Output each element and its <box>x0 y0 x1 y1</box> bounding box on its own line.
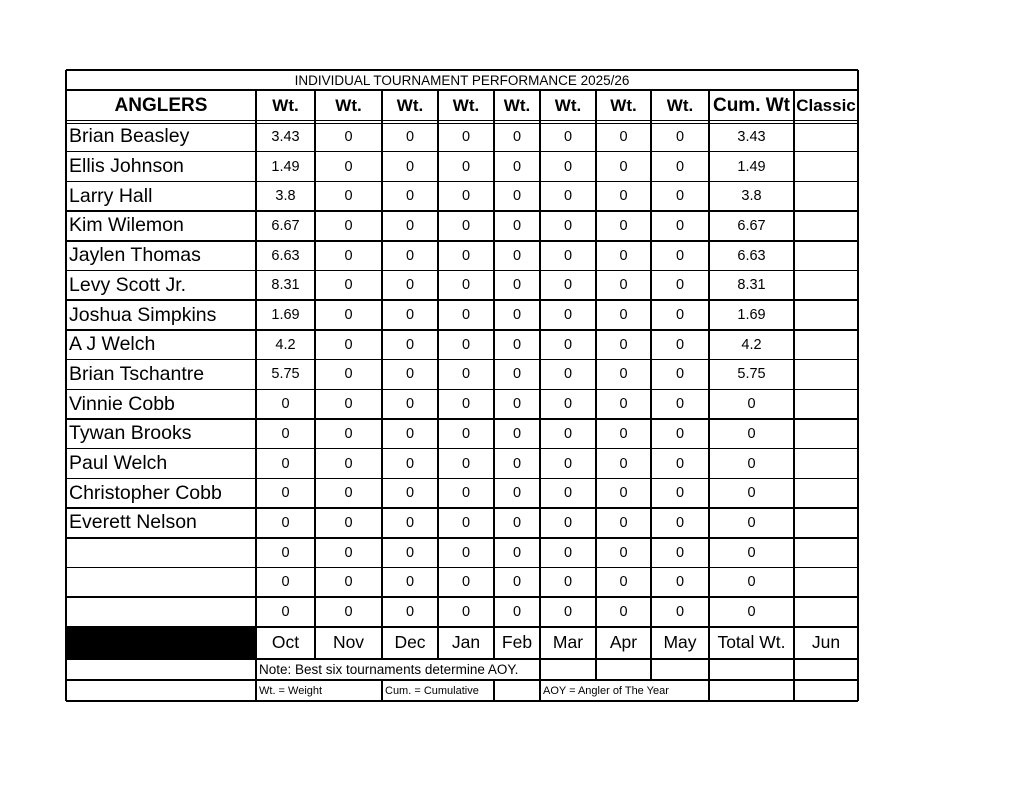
month-label: Nov <box>332 632 365 653</box>
weight-cell: 0 <box>405 336 415 353</box>
header-col-3: Wt. <box>396 96 424 115</box>
weight-cell: 3.43 <box>271 128 300 145</box>
weight-cell: 0 <box>563 544 573 561</box>
weight-cell: 4.2 <box>275 336 296 353</box>
table-border-top <box>66 69 858 71</box>
weight-cell: 0 <box>619 336 628 353</box>
weight-cell: 0 <box>675 485 685 502</box>
weight-cell: 0 <box>281 574 290 591</box>
weight-cell: 5.75 <box>737 366 766 383</box>
weight-cell: 0 <box>512 425 522 442</box>
legend-cumulative: Cum. = Cumulative <box>385 684 479 697</box>
weight-cell <box>794 271 858 301</box>
angler-name: Everett Nelson <box>69 511 197 534</box>
angler-name: Paul Welch <box>69 452 168 475</box>
row-separator <box>66 240 858 242</box>
row-separator <box>66 596 858 598</box>
weight-cell: 0 <box>563 277 573 294</box>
weight-cell: 0 <box>747 485 756 502</box>
weight-cell: 0 <box>512 188 522 205</box>
weight-cell: 0 <box>512 544 522 561</box>
weight-cell: 0 <box>344 247 353 264</box>
weight-cell: 0 <box>461 217 471 234</box>
weight-cell: 0 <box>281 455 290 472</box>
weight-cell: 0 <box>563 396 573 413</box>
header-col-8: Wt. <box>666 96 694 115</box>
weight-cell: 0 <box>675 158 685 175</box>
weight-cell: 0 <box>461 158 471 175</box>
weight-cell: 0 <box>619 485 628 502</box>
weight-cell: 0 <box>619 366 628 383</box>
weight-cell: 6.67 <box>737 217 766 234</box>
weight-cell: 1.49 <box>271 158 300 175</box>
weight-cell: 0 <box>675 514 685 531</box>
note-row-separator <box>595 659 597 680</box>
angler-name: Ellis Johnson <box>69 155 184 178</box>
weight-cell: 6.63 <box>271 247 300 264</box>
row-separator <box>66 478 858 480</box>
weight-cell <box>794 478 858 508</box>
weight-cell: 0 <box>563 217 573 234</box>
weight-cell: 8.31 <box>271 277 300 294</box>
weight-cell: 0 <box>675 217 685 234</box>
legend-row-separator <box>793 680 795 701</box>
month-label: Dec <box>394 632 426 653</box>
weight-cell: 0 <box>619 544 628 561</box>
weight-cell: 0 <box>675 307 685 324</box>
weight-cell: 0 <box>344 336 353 353</box>
weight-cell: 0 <box>512 514 522 531</box>
weight-cell: 0 <box>405 514 415 531</box>
weight-cell <box>794 300 858 330</box>
weight-cell: 0 <box>675 425 685 442</box>
weight-cell: 0 <box>747 604 756 621</box>
weight-cell: 0 <box>747 455 756 472</box>
weight-cell: 0 <box>619 247 628 264</box>
weight-cell <box>794 449 858 479</box>
weight-cell: 0 <box>512 158 522 175</box>
weight-cell: 0 <box>405 158 415 175</box>
tournament-performance-table <box>66 70 858 703</box>
weight-cell: 0 <box>512 574 522 591</box>
month-label: Feb <box>501 632 533 653</box>
header-col-6: Wt. <box>554 96 582 115</box>
weight-cell: 0 <box>675 574 685 591</box>
column-separator <box>539 90 541 659</box>
header-bottom-line <box>66 120 858 122</box>
weight-cell: 0 <box>461 247 471 264</box>
column-separator <box>793 90 795 659</box>
angler-name <box>66 568 256 598</box>
header-bottom-line-2 <box>66 123 858 124</box>
weight-cell <box>794 241 858 271</box>
weight-cell: 0 <box>344 277 353 294</box>
column-separator <box>255 90 257 659</box>
header-col-4: Wt. <box>452 96 480 115</box>
row-separator <box>66 418 858 420</box>
month-row-bottom <box>66 658 858 660</box>
weight-cell: 0 <box>281 396 290 413</box>
weight-cell: 3.43 <box>737 128 766 145</box>
weight-cell: 1.49 <box>737 158 766 175</box>
legend-row-separator <box>255 680 257 701</box>
row-separator <box>66 270 858 272</box>
row-separator <box>66 448 858 450</box>
weight-cell: 0 <box>619 455 628 472</box>
weight-cell <box>794 597 858 627</box>
weight-cell: 0 <box>405 485 415 502</box>
weight-cell: 0 <box>461 514 471 531</box>
weight-cell: 0 <box>563 188 573 205</box>
weight-cell: 0 <box>563 485 573 502</box>
weight-cell: 0 <box>281 485 290 502</box>
weight-cell: 0 <box>675 455 685 472</box>
weight-cell: 0 <box>405 128 415 145</box>
weight-cell: 1.69 <box>737 307 766 324</box>
weight-cell: 0 <box>405 455 415 472</box>
header-col-10: Classic <box>796 96 856 115</box>
weight-cell: 0 <box>747 514 756 531</box>
row-separator <box>66 210 858 212</box>
angler-name: Brian Beasley <box>69 125 190 148</box>
weight-cell: 0 <box>563 128 573 145</box>
weight-cell: 0 <box>619 396 628 413</box>
weight-cell: 0 <box>461 574 471 591</box>
note-text: Note: Best six tournaments determine AOY. <box>259 662 519 677</box>
weight-cell: 0 <box>344 604 353 621</box>
weight-cell: 0 <box>619 307 628 324</box>
note-row-separator <box>650 659 652 680</box>
angler-name: Vinnie Cobb <box>69 392 175 415</box>
legend-weight: Wt. = Weight <box>259 684 323 697</box>
black-fill-block <box>66 627 256 659</box>
header-col-5: Wt. <box>503 96 531 115</box>
weight-cell <box>794 389 858 419</box>
weight-cell: 0 <box>461 425 471 442</box>
weight-cell: 6.67 <box>271 217 300 234</box>
weight-cell: 0 <box>675 247 685 264</box>
weight-cell: 0 <box>675 366 685 383</box>
weight-cell: 0 <box>461 307 471 324</box>
column-separator <box>708 90 710 659</box>
weight-cell: 0 <box>344 544 353 561</box>
weight-cell: 0 <box>563 514 573 531</box>
weight-cell: 0 <box>675 128 685 145</box>
weight-cell: 0 <box>344 514 353 531</box>
weight-cell: 0 <box>563 425 573 442</box>
weight-cell: 0 <box>675 277 685 294</box>
weight-cell: 0 <box>461 544 471 561</box>
weight-cell: 0 <box>619 425 628 442</box>
weight-cell: 0 <box>675 544 685 561</box>
weight-cell: 0 <box>747 425 756 442</box>
weight-cell: 0 <box>344 188 353 205</box>
angler-name: A J Welch <box>69 333 156 356</box>
weight-cell: 0 <box>512 128 522 145</box>
angler-name: Brian Tschantre <box>69 362 205 385</box>
weight-cell: 0 <box>563 307 573 324</box>
weight-cell: 0 <box>281 604 290 621</box>
header-anglers: ANGLERS <box>114 95 208 116</box>
month-label: Total Wt. <box>717 632 786 653</box>
row-separator <box>66 359 858 361</box>
weight-cell: 0 <box>563 158 573 175</box>
weight-cell: 0 <box>344 217 353 234</box>
weight-cell: 0 <box>512 277 522 294</box>
weight-cell: 0 <box>344 485 353 502</box>
weight-cell: 0 <box>747 544 756 561</box>
weight-cell: 0 <box>344 425 353 442</box>
month-label: Jan <box>451 632 481 653</box>
angler-name: Joshua Simpkins <box>69 303 217 326</box>
weight-cell: 0 <box>675 336 685 353</box>
angler-name: Larry Hall <box>69 184 153 207</box>
column-separator <box>650 90 652 659</box>
weight-cell: 0 <box>675 188 685 205</box>
weight-cell: 0 <box>512 396 522 413</box>
weight-cell <box>794 211 858 241</box>
note-row-separator <box>793 659 795 680</box>
weight-cell: 0 <box>747 396 756 413</box>
angler-name <box>66 597 256 627</box>
column-separator <box>595 90 597 659</box>
weight-cell <box>794 419 858 449</box>
weight-cell: 0 <box>344 158 353 175</box>
header-col-2: Wt. <box>335 96 362 115</box>
note-row-bottom <box>66 679 858 681</box>
row-separator <box>66 389 858 391</box>
table-title: INDIVIDUAL TOURNAMENT PERFORMANCE 2025/26 <box>294 72 630 88</box>
weight-cell: 0 <box>512 247 522 264</box>
row-separator <box>66 181 858 183</box>
month-label: Jun <box>811 632 841 653</box>
weight-cell: 0 <box>563 336 573 353</box>
weight-cell: 0 <box>405 544 415 561</box>
weight-cell: 0 <box>563 366 573 383</box>
weight-cell: 0 <box>461 455 471 472</box>
weight-cell: 0 <box>461 485 471 502</box>
weight-cell: 0 <box>619 128 628 145</box>
weight-cell: 0 <box>512 485 522 502</box>
weight-cell: 0 <box>461 366 471 383</box>
weight-cell: 3.8 <box>741 188 762 205</box>
weight-cell: 0 <box>461 396 471 413</box>
weight-cell: 0 <box>619 604 628 621</box>
weight-cell: 0 <box>461 128 471 145</box>
legend-row-separator <box>493 680 495 701</box>
weight-cell: 0 <box>405 366 415 383</box>
month-label: Oct <box>271 632 300 653</box>
month-label: May <box>663 632 697 653</box>
weight-cell <box>794 360 858 390</box>
weight-cell: 0 <box>405 425 415 442</box>
weight-cell: 4.2 <box>741 336 762 353</box>
weight-cell: 0 <box>619 574 628 591</box>
column-separator <box>314 90 316 659</box>
weight-cell: 0 <box>344 396 353 413</box>
weight-cell: 0 <box>563 247 573 264</box>
weight-cell: 0 <box>405 396 415 413</box>
weight-cell: 6.63 <box>737 247 766 264</box>
weight-cell <box>794 538 858 568</box>
weight-cell: 0 <box>619 158 628 175</box>
weight-cell: 0 <box>281 425 290 442</box>
row-separator <box>66 507 858 509</box>
row-separator <box>66 567 858 569</box>
weight-cell: 0 <box>281 544 290 561</box>
weight-cell: 0 <box>512 217 522 234</box>
note-row-separator <box>539 659 541 680</box>
header-col-9: Cum. Wt <box>712 95 791 116</box>
column-separator <box>437 90 439 659</box>
weight-cell: 0 <box>512 307 522 324</box>
weight-cell <box>794 568 858 598</box>
note-row-separator <box>708 659 710 680</box>
row-separator <box>66 626 858 628</box>
weight-cell: 0 <box>281 514 290 531</box>
weight-cell: 0 <box>461 336 471 353</box>
weight-cell <box>794 330 858 360</box>
legend-aoy: AOY = Angler of The Year <box>543 684 669 697</box>
header-top-line <box>66 89 858 91</box>
weight-cell: 0 <box>512 366 522 383</box>
weight-cell: 0 <box>405 277 415 294</box>
weight-cell <box>794 122 858 152</box>
table-border-left <box>65 70 67 701</box>
month-label: Apr <box>609 632 638 653</box>
angler-name: Christopher Cobb <box>69 481 222 504</box>
note-row-separator <box>255 659 257 680</box>
weight-cell: 0 <box>344 307 353 324</box>
weight-cell: 8.31 <box>737 277 766 294</box>
weight-cell: 0 <box>512 455 522 472</box>
header-col-1: Wt. <box>272 96 299 115</box>
table-border-bottom <box>66 700 858 703</box>
weight-cell: 0 <box>461 277 471 294</box>
weight-cell: 0 <box>461 604 471 621</box>
weight-cell <box>794 152 858 182</box>
weight-cell: 0 <box>461 188 471 205</box>
row-separator <box>66 299 858 301</box>
weight-cell: 0 <box>512 604 522 621</box>
weight-cell: 0 <box>344 128 353 145</box>
weight-cell: 0 <box>405 307 415 324</box>
weight-cell: 0 <box>675 604 685 621</box>
weight-cell: 0 <box>619 514 628 531</box>
weight-cell: 5.75 <box>271 366 300 383</box>
header-col-7: Wt. <box>610 96 637 115</box>
weight-cell: 0 <box>619 217 628 234</box>
weight-cell: 0 <box>405 247 415 264</box>
weight-cell: 0 <box>747 574 756 591</box>
legend-row-separator <box>539 680 541 701</box>
weight-cell: 0 <box>344 574 353 591</box>
legend-row-separator <box>708 680 710 701</box>
weight-cell: 0 <box>405 217 415 234</box>
weight-cell: 0 <box>563 604 573 621</box>
weight-cell: 0 <box>675 396 685 413</box>
weight-cell: 0 <box>563 574 573 591</box>
weight-cell: 0 <box>344 366 353 383</box>
table-border-right <box>857 70 859 701</box>
angler-name: Levy Scott Jr. <box>69 273 187 296</box>
weight-cell: 0 <box>619 277 628 294</box>
column-separator <box>493 90 495 659</box>
row-separator <box>66 329 858 331</box>
row-separator <box>66 537 858 539</box>
column-separator <box>381 90 383 659</box>
weight-cell <box>794 508 858 538</box>
weight-cell: 0 <box>405 604 415 621</box>
weight-cell: 0 <box>512 336 522 353</box>
angler-name: Jaylen Thomas <box>69 244 201 267</box>
weight-cell: 3.8 <box>275 188 296 205</box>
weight-cell: 0 <box>405 188 415 205</box>
weight-cell: 0 <box>563 455 573 472</box>
weight-cell: 1.69 <box>271 307 300 324</box>
angler-name: Tywan Brooks <box>69 422 192 445</box>
month-label: Mar <box>552 632 584 653</box>
weight-cell <box>794 181 858 211</box>
weight-cell: 0 <box>405 574 415 591</box>
angler-name <box>66 538 256 568</box>
legend-row-separator <box>381 680 383 701</box>
weight-cell: 0 <box>344 455 353 472</box>
row-separator <box>66 151 858 153</box>
weight-cell: 0 <box>619 188 628 205</box>
angler-name: Kim Wilemon <box>69 214 184 237</box>
